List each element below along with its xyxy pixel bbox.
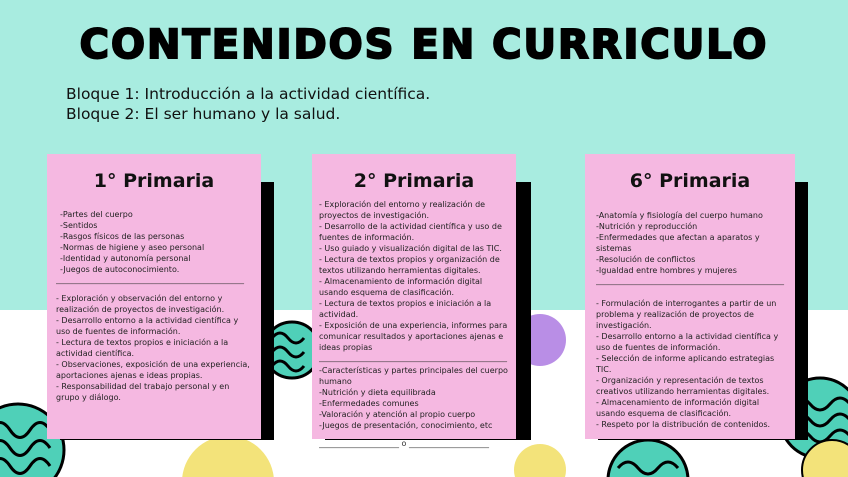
card-1-separator: _______________________________________________ [56, 275, 244, 284]
card-2-separator-bottom: ____________________ o ____________________ [319, 439, 489, 448]
card-2-heading: 2° Primaria [353, 170, 475, 192]
card-2-part2: -Características y partes principales del cuerpo humano -Nutrición y dieta equilibrada -Enfermedades comunes -Valoración y atención al propio cuerpo -Juegos de presentación, conocimiento, etc [319, 366, 508, 430]
squiggle-bottom-right [608, 440, 688, 477]
yellow-circle-left [182, 436, 274, 477]
page-title: CONTENIDOS EN CURRICULO [79, 22, 769, 68]
card-6to-primaria [585, 154, 795, 439]
yellow-circle-mid [514, 444, 566, 477]
card-2do-primaria [312, 154, 516, 448]
card-2-part1: - Exploración del entorno y realización de proyectos de investigación. - Desarrollo de la actividad científica y uso de fuentes de información. - Uso guiado y visualización digital de las TIC. - Lectura de textos propios y organización de textos utilizando herramientas digitales. - Almacenamiento de información digital usando esquema de clasificación. - Lectura de textos propios e iniciación a la actividad. - Exposición de una experiencia, informes para comunicar resultados y aportaciones ajenas e ideas propias [319, 200, 508, 352]
card-3-separator: _______________________________________________ [596, 276, 784, 285]
card-2-separator: _______________________________________________ [319, 353, 507, 362]
blocks-list [66, 84, 430, 124]
card-1ro-primaria [47, 154, 261, 439]
block-1: Bloque 1: Introducción a la actividad científica. [66, 85, 431, 103]
card-1-part1: -Partes del cuerpo -Sentidos -Rasgos físicos de las personas -Normas de higiene y aseo personal -Identidad y autonomía personal -Juegos de autoconocimiento. [60, 210, 205, 274]
card-3-part1: -Anatomía y fisiología del cuerpo humano -Nutrición y reproducción -Enfermedades que afectan a aparatos y sistemas -Resolución de conflictos -Igualdad entre hombres y mujeres [596, 211, 763, 275]
card-3-part2: - Formulación de interrogantes a partir de un problema y realización de proyectos de investigación. - Desarrollo entorno a la actividad científica y uso de fuentes de información. - Selección de informe aplicando estrategias TIC. - Organización y representación de textos creativos utilizando herramientas digitales. - Almacenamiento de información digital usando esquema de clasificación. - Respeto por la distribución de contenidos. [596, 299, 779, 429]
card-3-heading: 6° Primaria [629, 170, 751, 192]
card-1-part2: - Exploración y observación del entorno y realización de proyectos de investigación. - Desarrollo entorno a la actividad científica y uso de fuentes de información. - Lectura de textos propios e iniciación a la actividad científica. - Observaciones, exposición de una experiencia, aportaciones ajenas e ideas propias. - Responsabilidad del trabajo personal y en grupo y diálogo. [56, 294, 250, 402]
block-2: Bloque 2: El ser humano y la salud. [66, 105, 341, 123]
card-1-heading: 1° Primaria [93, 170, 215, 192]
